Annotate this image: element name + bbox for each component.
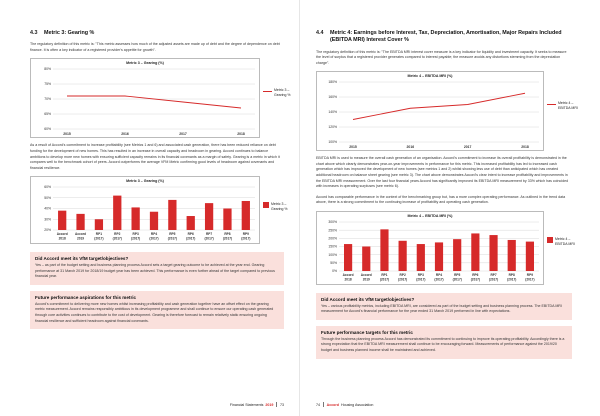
y-tick-label: 0% bbox=[332, 268, 337, 273]
x-tick-label: 2018 bbox=[58, 236, 66, 241]
x-tick-label: RP1 bbox=[381, 272, 388, 277]
legend-label: Metric 3 – Gearing % bbox=[271, 202, 288, 211]
x-tick-label: RP4 bbox=[150, 232, 158, 237]
x-tick-label: (2017) bbox=[452, 277, 462, 282]
x-tick-label: (2017) bbox=[149, 236, 159, 241]
y-tick-label: 100% bbox=[328, 140, 337, 145]
bar bbox=[113, 196, 121, 230]
chart-legend bbox=[547, 237, 577, 246]
bar bbox=[435, 242, 443, 271]
chart-legend bbox=[263, 202, 295, 211]
x-tick-label: 2018 bbox=[237, 132, 245, 137]
chart-legend bbox=[263, 88, 298, 97]
body-paragraph: As a result of Accord's commitment to increase profitability (see Metrics 1 and 6) and associated cash generation, there has been reduced reliance on debt funding for the development of new homes. This has resulted in an increase in overall capacity and headroom in gearing. Accord continues to balance ambitions to develop more new homes with ensuring sufficient capacity remains in its financial covenants as a margin of safety. Gearing is a metric in which it compares well to the benchmark cohort of peers. Accord outperforms the average VFM Metric confirming good levels of headroom against covenants and financial resilience. bbox=[30, 143, 280, 170]
x-tick-label: (2017) bbox=[131, 236, 141, 241]
bar bbox=[453, 239, 461, 271]
legend-label: Metric 3 – Gearing % bbox=[274, 88, 291, 98]
box-text: Yes – various profitability metrics, including EBITDA MRI, are considered as part of the budget setting and business planning process. The EBITDA MRI measurement for Accord's financial performance for the year ended 31 March 2019 performed in line with expectations. bbox=[321, 303, 562, 314]
legend-swatch bbox=[547, 104, 556, 105]
box-heading: Future performance aspirations for this metric bbox=[35, 294, 137, 300]
x-tick-label: RP9 bbox=[242, 232, 249, 237]
y-tick-label: 200% bbox=[328, 236, 337, 241]
x-tick-label: RP2 bbox=[114, 232, 121, 237]
intro-paragraph: The regulatory definition of this metric is: "The EBITDA MRI interest cover measure is a key indicator for liquidity and investment capacity. It seeks to measure the level of surplus that a registered provider generates compared to interest payable; the measure avoids any distortions stemming from the depreciation charge". bbox=[316, 49, 567, 65]
bar bbox=[508, 240, 516, 271]
y-tick-label: 20% bbox=[44, 228, 51, 233]
chart-title: Metric 4 – EBITDA MRI (%) bbox=[407, 213, 453, 218]
x-tick-label: (2017) bbox=[186, 236, 196, 241]
bar bbox=[150, 212, 158, 230]
legend-swatch bbox=[547, 237, 553, 243]
y-tick-label: 65% bbox=[44, 112, 51, 117]
y-tick-label: 40% bbox=[44, 206, 51, 211]
bar bbox=[132, 208, 140, 231]
box-text: Through the business planning process Accord has demonstrated its commitment to continuing to improve its operating profitability. Accordingly there is a strong expectation that the EBITDA MRI measurement shall continue to be encouraging forward. Measurements of performance against the 2019/20 budget and business planned income shall be maintained and achieved. bbox=[321, 336, 565, 353]
ebitda-line-chart-row bbox=[316, 71, 578, 151]
x-tick-label: RP5 bbox=[454, 272, 461, 277]
gearing-bar-chart bbox=[30, 176, 260, 244]
x-tick-label: Accord bbox=[75, 232, 87, 237]
footer-divider bbox=[276, 402, 277, 407]
section-heading bbox=[30, 30, 284, 37]
bar bbox=[471, 233, 479, 271]
body-paragraph: EBITDA MRI is used to measure the overall cash generation of an organisation. Accord's commitment to increase its overall profitability is demonstrated in the chart above which clearly demonstrates year-on-year improvements in performance for this metric. This increased profitability has led to increased cash generation which has improved the development of new homes (see metrics 1 and 2) whilst showing less use of debt than anticipated which has created additional headroom on balance sheet gearing (see metric 3). The chart above demonstrates Accord's clear intent to increase profitability and improvements in the EBITDA MRI measurement. Over the last four financial years Accord has significantly improved its EBITDA MRI measurement by 33% which has coincided with increases in operating surpluses (see metric 6). bbox=[316, 156, 569, 189]
x-tick-label: 2019 bbox=[76, 236, 85, 241]
y-tick-label: 100% bbox=[328, 252, 337, 257]
y-tick-label: 300% bbox=[328, 219, 337, 224]
x-tick-label: (2017) bbox=[434, 277, 444, 282]
x-tick-label: (2017) bbox=[204, 236, 214, 241]
gearing-bar-chart-row bbox=[30, 176, 288, 244]
x-tick-label: (2017) bbox=[241, 236, 251, 241]
x-tick-label: (2017) bbox=[398, 277, 408, 282]
y-tick-label: 250% bbox=[328, 228, 337, 233]
x-tick-label: RP7 bbox=[490, 272, 497, 277]
y-tick-label: 120% bbox=[328, 125, 337, 130]
x-tick-label: (2017) bbox=[379, 277, 390, 282]
x-tick-label: RP6 bbox=[472, 272, 479, 277]
y-tick-label: 180% bbox=[328, 80, 337, 85]
gearing-line-chart-row bbox=[30, 58, 291, 138]
bar bbox=[95, 219, 103, 230]
future-targets-box bbox=[316, 326, 572, 359]
ebitda-bar-chart-row bbox=[316, 211, 575, 285]
footer-label: Financial Statements bbox=[229, 402, 264, 407]
x-tick-label: 2017 bbox=[463, 145, 472, 150]
ebitda-line-chart-svg bbox=[317, 72, 545, 152]
y-tick-label: 60% bbox=[44, 127, 51, 132]
body-paragraph: Accord has comparable performance in the context of the benchmarking group but, has a more complex operating performance. As outlined in the trend data above, there is a strong commitment to the continuing increase of profitability and operating cash generation. bbox=[316, 194, 566, 205]
y-tick-label: 160% bbox=[328, 95, 337, 100]
bar bbox=[380, 229, 388, 271]
x-tick-label: (2017) bbox=[112, 236, 122, 241]
bar bbox=[205, 203, 213, 230]
x-tick-label: RP8 bbox=[508, 272, 515, 277]
x-tick-label: RP4 bbox=[435, 272, 443, 277]
y-tick-label: 60% bbox=[44, 185, 51, 190]
intro-paragraph: The regulatory definition of this metric is: "This metric assesses how much of the adjusted assets are made up of debt and the degree of dependence on debt finance. It is often a key indicator of a registered provider's appetite for growth". bbox=[30, 42, 280, 52]
y-tick-label: 140% bbox=[328, 110, 337, 115]
page-number: 74 bbox=[316, 402, 320, 407]
box-heading: Future performance targets for this metric bbox=[321, 329, 413, 335]
gearing-bar-chart-svg bbox=[31, 177, 261, 245]
target-met-box bbox=[30, 252, 284, 285]
x-tick-label: RP7 bbox=[205, 232, 213, 237]
future-aspirations-box bbox=[30, 291, 284, 329]
x-tick-label: 2018 bbox=[344, 277, 352, 282]
x-tick-label: (2017) bbox=[222, 236, 233, 241]
box-heading: Did Accord meet its VfM target/objectives? bbox=[35, 256, 129, 262]
bar bbox=[489, 235, 497, 271]
y-tick-label: 30% bbox=[44, 217, 51, 222]
section-number: 4.3 bbox=[30, 30, 38, 36]
right-footer bbox=[316, 402, 373, 407]
section-title: Metric 3: Gearing % bbox=[44, 30, 95, 36]
x-tick-label: RP1 bbox=[95, 232, 103, 237]
left-footer bbox=[230, 402, 284, 407]
chart-title: Metric 3 – Gearing (%) bbox=[126, 61, 164, 66]
section-title: Metric 4: Earnings before Interest, Tax, Depreciation, Amortisation, Major Repairs Included (EBITDA MRI) Interest Cover % bbox=[330, 30, 562, 44]
chart-legend bbox=[547, 101, 580, 110]
chart-title: Metric 3 – Gearing (%) bbox=[126, 179, 164, 184]
box-heading: Did Accord meet its VfM target/objectives? bbox=[321, 296, 415, 302]
right-page bbox=[300, 0, 600, 416]
legend-swatch bbox=[263, 91, 272, 92]
x-tick-label: RP9 bbox=[526, 272, 534, 277]
x-tick-label: (2017) bbox=[167, 236, 177, 241]
y-tick-label: 50% bbox=[44, 196, 51, 201]
bar bbox=[223, 209, 231, 231]
x-tick-label: (2017) bbox=[507, 277, 517, 282]
legend-swatch bbox=[263, 202, 269, 208]
y-tick-label: 150% bbox=[328, 244, 337, 249]
x-tick-label: 2016 bbox=[121, 132, 129, 137]
target-met-box bbox=[316, 293, 572, 320]
chart-title: Metric 4 – EBITDA MRI (%) bbox=[407, 74, 453, 79]
bar bbox=[344, 244, 352, 271]
section-heading bbox=[316, 30, 572, 45]
footer-org-suffix: Housing Association bbox=[340, 402, 374, 407]
ebitda-bar-chart-svg bbox=[317, 212, 545, 286]
legend-label: Metric 4 – EBITDA MRI bbox=[555, 236, 575, 246]
section-number: 4.4 bbox=[316, 30, 324, 36]
x-tick-label: RP8 bbox=[224, 232, 231, 237]
footer-org: Accord bbox=[326, 402, 339, 407]
bar bbox=[58, 211, 66, 230]
y-tick-label: 80% bbox=[44, 67, 51, 72]
x-tick-label: RP3 bbox=[132, 232, 139, 237]
x-tick-label: RP6 bbox=[187, 232, 194, 237]
bar bbox=[76, 214, 84, 230]
ebitda-bar-chart bbox=[316, 211, 544, 285]
box-text: Yes – as part of the budget setting and business planning process Accord sets a target gearing outcome to be achieved at the year end. Gearing performance at 31 March 2019 for 2018/19 budget year has been achieved. This performance is even further ahead of the target compared to previous financial year. bbox=[35, 263, 275, 279]
x-tick-label: 2018 bbox=[521, 145, 529, 150]
bar bbox=[242, 201, 250, 230]
bar bbox=[168, 200, 176, 230]
footer-divider bbox=[323, 402, 324, 407]
gearing-line-chart-svg bbox=[31, 59, 261, 139]
x-tick-label: (2017) bbox=[470, 277, 480, 282]
bar bbox=[526, 241, 534, 270]
x-tick-label: 2015 bbox=[63, 132, 71, 137]
bar bbox=[187, 216, 195, 230]
x-tick-label: 2015 bbox=[349, 145, 357, 150]
x-tick-label: (2017) bbox=[94, 236, 104, 241]
x-tick-label: (2017) bbox=[488, 277, 499, 282]
x-tick-label: RP3 bbox=[417, 272, 424, 277]
x-tick-label: 2019 bbox=[362, 277, 370, 282]
page-number: 73 bbox=[280, 402, 284, 407]
x-tick-label: Accord bbox=[360, 272, 372, 277]
gearing-line-chart bbox=[30, 58, 260, 138]
bar bbox=[417, 244, 425, 271]
y-tick-label: 75% bbox=[44, 82, 51, 87]
legend-label: Metric 4 – EBITDA MRI bbox=[558, 101, 578, 110]
x-tick-label: (2017) bbox=[416, 277, 426, 282]
bar bbox=[399, 241, 407, 271]
bar bbox=[362, 246, 370, 271]
ebitda-line-chart bbox=[316, 71, 544, 151]
y-tick-label: 50% bbox=[330, 260, 337, 265]
x-tick-label: RP2 bbox=[399, 272, 406, 277]
y-tick-label: 70% bbox=[44, 97, 51, 102]
x-tick-label: Accord bbox=[56, 232, 68, 237]
footer-year: 2019 bbox=[265, 402, 274, 407]
box-text: Accord's commitment to delivering more new homes whilst increasing profitability and cash generation together have an offset effect on the gearing metric measurement. Accord remains responsibly ambitious in its development programme and shall continue to ensure our operating cash generated through core activities continues to contribute to the cost of development. Gearing is therefore forecast to remain relatively static ensuring ongoing financial resilience and sufficient headroom against financial covenants. bbox=[35, 301, 274, 323]
x-tick-label: RP5 bbox=[169, 232, 176, 237]
right-page-content bbox=[316, 30, 578, 359]
x-tick-label: Accord bbox=[342, 272, 354, 277]
x-tick-label: (2017) bbox=[525, 277, 535, 282]
series-line bbox=[67, 96, 241, 108]
x-tick-label: 2016 bbox=[406, 145, 415, 150]
left-page-content bbox=[30, 30, 291, 329]
x-tick-label: 2017 bbox=[179, 132, 187, 137]
